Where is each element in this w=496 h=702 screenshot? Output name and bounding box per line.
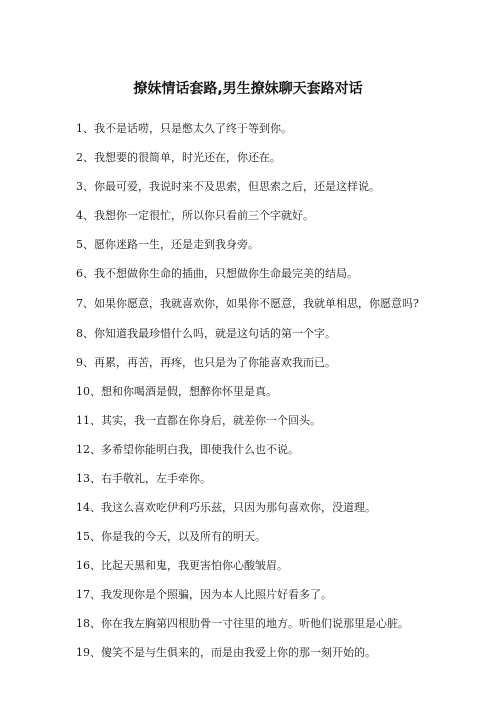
list-item: 4、我想你一定很忙，所以你只看前三个字就好。	[76, 209, 314, 222]
list-item: 9、再累，再苦，再疼，也只是为了你能喜欢我而已。	[76, 356, 336, 369]
list-item: 7、如果你愿意，我就喜欢你，如果你不愿意，我就单相思，你愿意吗?	[76, 297, 419, 310]
list-item: 10、想和你喝酒是假，想醉你怀里是真。	[76, 385, 277, 398]
list-item: 8、你知道我最珍惜什么吗，就是这句话的第一个字。	[76, 327, 336, 340]
list-item: 19、傻笑不是与生俱来的，而是由我爱上你的那一刻开始的。	[76, 646, 376, 659]
list-item: 1、我不是话唠，只是憋太久了终于等到你。	[76, 122, 292, 135]
list-item: 14、我这么喜欢吃伊利巧乐兹，只因为那句喜欢你，没道理。	[76, 501, 376, 514]
list-item: 18、你在我左胸第四根肋骨一寸往里的地方。听他们说那里是心脏。	[76, 617, 409, 630]
list-item: 17、我发现你是个照骗，因为本人比照片好看多了。	[76, 588, 332, 601]
list-item: 15、你是我的今天，以及所有的明天。	[76, 530, 266, 543]
quote-list	[76, 122, 436, 675]
list-item: 3、你最可爱，我说时来不及思索，但思索之后，还是这样说。	[76, 180, 380, 193]
list-item: 2、我想要的很简单，时光还在，你还在。	[76, 151, 281, 164]
list-item: 11、其实，我一直都在你身后，就差你一个回头。	[76, 414, 321, 427]
list-item: 12、多希望你能明白我，即使我什么也不说。	[76, 443, 299, 456]
list-item: 16、比起天黑和鬼，我更害怕你心酸皱眉。	[76, 559, 288, 572]
list-item: 6、我不想做你生命的插曲，只想做你生命最完美的结局。	[76, 267, 358, 280]
list-item: 13、右手敬礼，左手牵你。	[76, 472, 211, 485]
page-title: 撩妹情话套路,男生撩妹聊天套路对话	[133, 81, 363, 97]
list-item: 5、愿你迷路一生，还是走到我身旁。	[76, 238, 259, 251]
